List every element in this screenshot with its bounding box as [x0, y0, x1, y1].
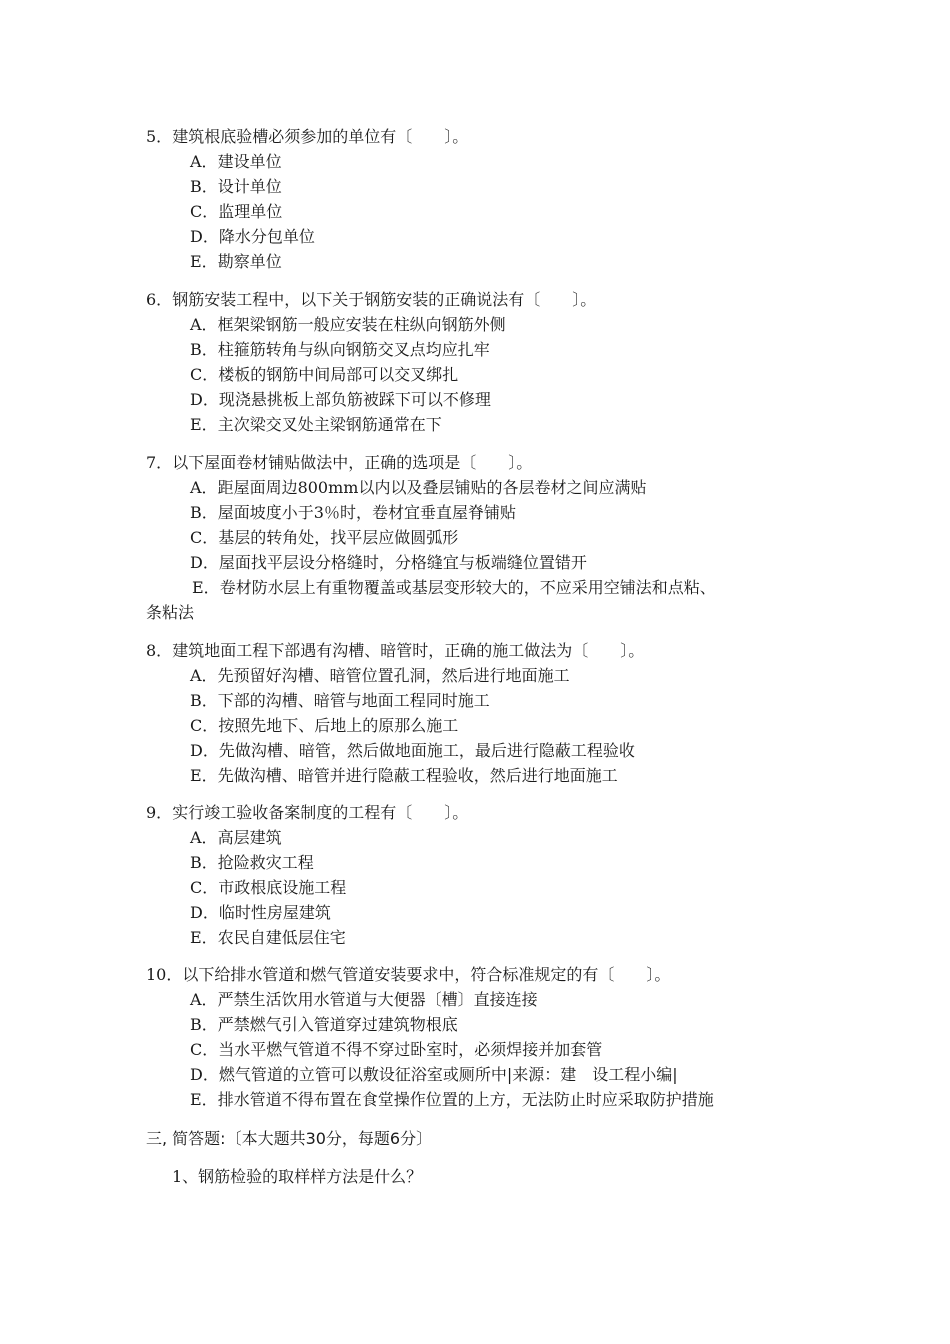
option-label: A． — [190, 152, 218, 171]
option-text: 屋面找平层设分格缝时，分格缝宜与板端缝位置错开 — [218, 553, 587, 572]
option-text: 先预留好沟槽、暗管位置孔洞，然后进行地面施工 — [217, 666, 570, 685]
option-label: B． — [190, 853, 218, 872]
option-text: 勘察单位 — [217, 252, 282, 271]
section-heading: 三, 简答题:〔本大题共30分，每题6分〕 — [146, 1129, 433, 1148]
option-text: 监理单位 — [218, 202, 283, 221]
option-text: 临时性房屋建筑 — [218, 903, 331, 922]
option-text: 设计单位 — [217, 177, 282, 196]
option-5b — [190, 177, 282, 197]
option-text: 降水分包单位 — [218, 227, 315, 246]
option-label: A． — [190, 666, 218, 685]
option-text: 抢险救灾工程 — [217, 853, 314, 872]
option-label: B． — [190, 1015, 218, 1034]
option-8e — [190, 766, 618, 786]
option-label: C． — [190, 878, 219, 897]
option-9a — [190, 828, 282, 848]
question-number: 6． — [146, 290, 173, 309]
option-8a — [190, 666, 570, 686]
option-label: B． — [190, 691, 218, 710]
option-label: A． — [190, 990, 218, 1009]
option-text: 市政根底设施工程 — [218, 878, 347, 897]
question-6 — [146, 290, 596, 310]
question-5 — [146, 127, 468, 147]
option-5a — [190, 152, 282, 172]
option-label: E． — [190, 415, 218, 434]
option-label: D． — [190, 390, 219, 409]
question-9 — [146, 803, 468, 823]
option-text: 按照先地下、后地上的原那么施工 — [218, 716, 459, 735]
option-9d — [190, 903, 331, 923]
option-text: 先做沟槽、暗管，然后做地面施工，最后进行隐蔽工程验收 — [218, 741, 635, 760]
question-text: 建筑地面工程下部遇有沟槽、暗管时，正确的施工做法为〔 〕。 — [172, 641, 645, 660]
option-text: 排水管道不得布置在食堂操作位置的上方，无法防止时应采取防护措施 — [217, 1090, 714, 1109]
short-answer-question-1: 1、钢筋检验的取样样方法是什么？ — [172, 1167, 423, 1186]
option-label: D． — [190, 1065, 219, 1084]
option-label: C． — [190, 1040, 219, 1059]
option-6d — [190, 390, 491, 410]
question-text: 建筑根底验槽必须参加的单位有〔 〕。 — [172, 127, 469, 146]
option-label: B． — [190, 340, 218, 359]
option-label: E． — [190, 252, 218, 271]
option-text: 卷材防水层上有重物覆盖或基层变形较大的，不应采用空铺法和点粘、 — [219, 578, 716, 597]
option-7b — [190, 503, 516, 523]
option-9c — [190, 878, 346, 898]
option-7a — [190, 478, 646, 498]
option-label: E． — [192, 578, 220, 597]
option-label: E． — [190, 1090, 218, 1109]
question-number: 9． — [146, 803, 173, 822]
option-label: C． — [190, 716, 219, 735]
option-7e — [192, 578, 716, 598]
question-number: 10． — [146, 965, 183, 984]
option-10d — [190, 1065, 678, 1085]
option-label: C． — [190, 365, 219, 384]
option-text: 严禁生活饮用水管道与大便器〔槽〕直接连接 — [217, 990, 538, 1009]
question-7 — [146, 453, 532, 473]
option-5c — [190, 202, 282, 222]
option-label: B． — [190, 177, 218, 196]
option-8b — [190, 691, 490, 711]
option-label: E． — [190, 766, 218, 785]
question-number: 8． — [146, 641, 173, 660]
option-6a — [190, 315, 506, 335]
option-10a — [190, 990, 538, 1010]
question-text: 以下屋面卷材铺贴做法中，正确的选项是〔 〕。 — [172, 453, 533, 472]
option-8c — [190, 716, 458, 736]
option-text: 基层的转角处，找平层应做圆弧形 — [218, 528, 459, 547]
option-5d — [190, 227, 315, 247]
question-number: 5． — [146, 127, 173, 146]
option-label: A． — [190, 315, 218, 334]
option-label: E． — [190, 928, 218, 947]
option-label: B． — [190, 503, 218, 522]
option-label: A． — [190, 478, 218, 497]
option-label: C． — [190, 202, 219, 221]
question-text: 以下给排水管道和燃气管道安装要求中，符合标准规定的有〔 〕。 — [182, 965, 671, 984]
option-text: 严禁燃气引入管道穿过建筑物根底 — [217, 1015, 458, 1034]
question-8 — [146, 641, 644, 661]
option-7d — [190, 553, 587, 573]
option-text: 建设单位 — [217, 152, 282, 171]
option-text: 距屋面周边800mm以内以及叠层铺贴的各层卷材之间应满贴 — [217, 478, 647, 497]
question-10 — [146, 965, 670, 985]
option-text: 高层建筑 — [217, 828, 282, 847]
option-6c — [190, 365, 458, 385]
option-10e — [190, 1090, 714, 1110]
option-text: 屋面坡度小于3％时，卷材宜垂直屋脊铺贴 — [217, 503, 516, 522]
option-10b — [190, 1015, 458, 1035]
option-7c — [190, 528, 458, 548]
option-label: D． — [190, 227, 219, 246]
option-label: C． — [190, 528, 219, 547]
option-text: 燃气管道的立管可以敷设征浴室或厕所中|来源：建 设工程小编| — [218, 1065, 678, 1084]
option-text: 框架梁钢筋一般应安装在柱纵向钢筋外侧 — [217, 315, 506, 334]
option-text: 当水平燃气管道不得不穿过卧室时，必须焊接并加套管 — [218, 1040, 603, 1059]
option-text: 柱箍筋转角与纵向钢筋交叉点均应扎牢 — [217, 340, 490, 359]
option-8d — [190, 741, 635, 761]
option-text: 下部的沟槽、暗管与地面工程同时施工 — [217, 691, 490, 710]
option-text: 主次梁交叉处主梁钢筋通常在下 — [217, 415, 442, 434]
option-label: A． — [190, 828, 218, 847]
option-6e — [190, 415, 442, 435]
option-6b — [190, 340, 490, 360]
option-text: 农民自建低层住宅 — [217, 928, 346, 947]
option-text: 楼板的钢筋中间局部可以交叉绑扎 — [218, 365, 459, 384]
option-label: D． — [190, 741, 219, 760]
question-text: 钢筋安装工程中，以下关于钢筋安装的正确说法有〔 〕。 — [172, 290, 597, 309]
option-text: 现浇悬挑板上部负筋被踩下可以不修理 — [218, 390, 491, 409]
option-label: D． — [190, 903, 219, 922]
option-10c — [190, 1040, 602, 1060]
option-9b — [190, 853, 314, 873]
question-number: 7． — [146, 453, 173, 472]
question-text: 实行竣工验收备案制度的工程有〔 〕。 — [172, 803, 469, 822]
option-label: D． — [190, 553, 219, 572]
option-7e-continuation: 条粘法 — [146, 603, 195, 622]
option-5e — [190, 252, 282, 272]
option-text: 先做沟槽、暗管并进行隐蔽工程验收，然后进行地面施工 — [217, 766, 618, 785]
option-9e — [190, 928, 346, 948]
